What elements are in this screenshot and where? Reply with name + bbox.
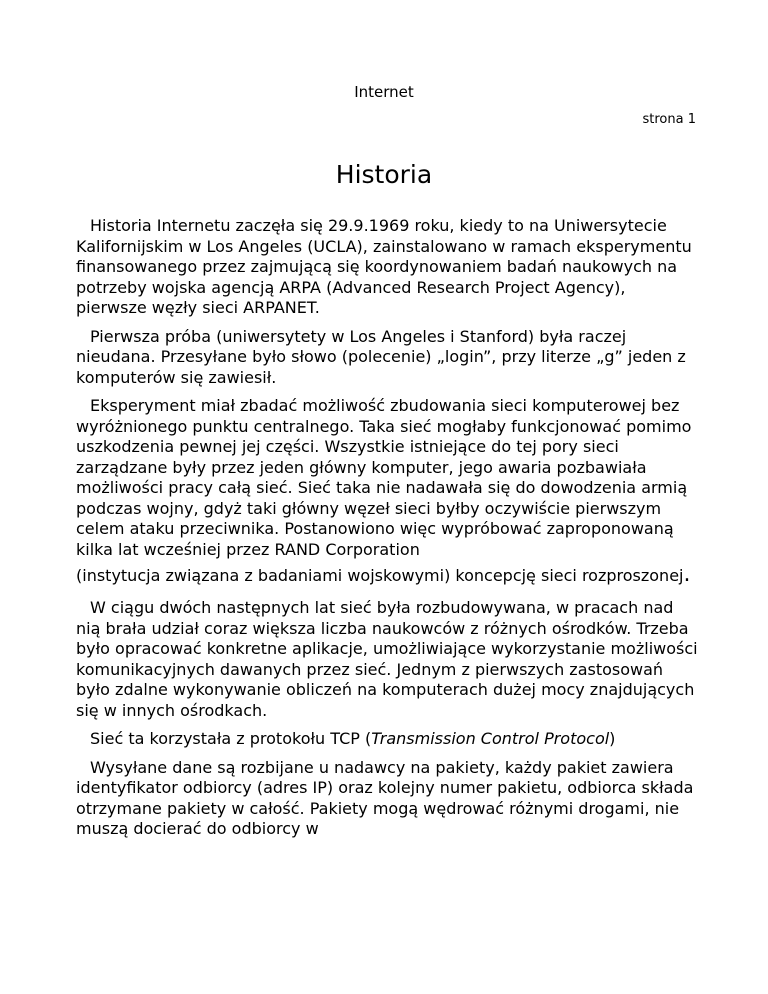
page-number: strona 1 bbox=[642, 112, 696, 127]
paragraph-5-text-start: Sieć ta korzystała z protokołu TCP ( bbox=[90, 729, 372, 748]
paragraph-6: Wysyłane dane są rozbijane u nadawcy na pakiety, każdy pakiet zawiera identyfikator odbiorcy (adres IP) oraz kolejny numer pakietu, odbiorca składa otrzymane pakiety w całość. Pakiety mogą wędrować różnymi drogami, nie muszą docierać do odbiorcy w bbox=[76, 757, 694, 838]
paragraph-4: W ciągu dwóch następnych lat sieć była rozbudowywana, w pracach nad nią brała udział coraz większa liczba naukowców z różnych ośrodków. Trzeba było opracować konkretne aplikacje, umożliwiające wykorzystanie możliwości komunikacyjnych dawanych przez sieć. Jednym z pierwszych zastosowań było zdalne wykonywanie obliczeń na komputerach dużej mocy znajdujących się w innych ośrodkach. bbox=[76, 598, 698, 720]
section-heading: Historia bbox=[335, 160, 433, 189]
paragraph-2: Pierwsza próba (uniwersytety w Los Angeles i Stanford) była raczej nieudana. Przesyłane było słowo (polecenie) „login”, przy literze „g” jeden z komputerów się zawiesił. bbox=[76, 326, 686, 387]
paragraph-5-text-end: ) bbox=[609, 729, 616, 748]
paragraph-5 bbox=[76, 729, 700, 750]
paragraph-3-continuation-text: (instytucja związana z badaniami wojskowymi) koncepcję sieci rozproszonej bbox=[76, 566, 684, 585]
paragraph-5-protocol-name: Transmission Control Protocol bbox=[371, 729, 610, 748]
paragraph-3-end-mark: . bbox=[683, 562, 691, 587]
paragraph-3-continuation bbox=[76, 560, 700, 590]
paragraph-1: Historia Internetu zaczęła się 29.9.1969 roku, kiedy to na Uniwersytecie Kalifornijskim w Los Angeles (UCLA), zainstalowano w ramach eksperymentu finansowanego przez zajmującą się koordynowaniem badań naukowych na potrzeby wojska agencją ARPA (Advanced Research Project Agency), pierwsze węzły sieci ARPANET. bbox=[76, 216, 692, 317]
paragraph-3: Eksperyment miał zbadać możliwość zbudowania sieci komputerowej bez wyróżnionego punktu centralnego. Taka sieć mogłaby funkcjonować pomimo uszkodzenia pewnej jej części. Wszystkie istniejące do tej pory sieci zarządzane były przez jeden główny komputer, jego awaria pozbawiała możliwości pracy całą sieć. Sieć taka nie nadawała się do dowodzenia armią podczas wojny, gdyż taki główny węzeł sieci byłby oczywiście pierwszym celem ataku przeciwnika. Postanowiono więc wypróbować zaproponowaną kilka lat wcześniej przez RAND Corporation bbox=[76, 396, 692, 559]
body-text bbox=[76, 216, 700, 848]
document-header-title: Internet bbox=[354, 83, 414, 101]
